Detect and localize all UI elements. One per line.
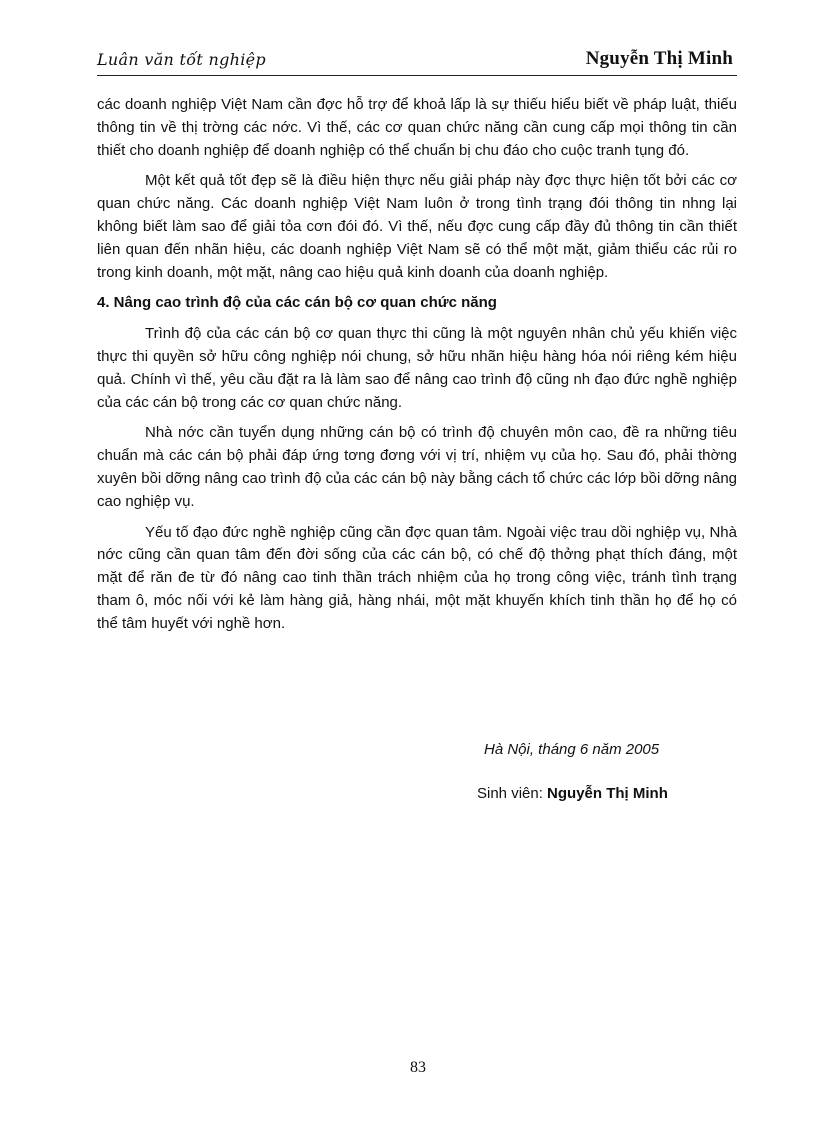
header-author-name: Nguyễn Thị Minh xyxy=(585,48,733,69)
page-header xyxy=(97,46,733,74)
signature-label: Sinh viên: xyxy=(477,785,548,802)
header-divider xyxy=(97,75,737,76)
signature-line xyxy=(477,783,668,805)
paragraph-3: Trình độ của các cán bộ cơ quan thực thi cũng là một nguyên nhân chủ yếu khiến việc thực thi quyền sở hữu công nghiệp nói chung, sở hữu nhãn hiệu hàng hóa nói riêng kém hiệu quả. Chính vì thế, yêu cầu đặt ra là làm sao để nâng cao trình độ cũng nh đạo đức nghề nghiệp của các cán bộ trong các cơ quan chức năng. xyxy=(97,325,737,411)
paragraph-4: Nhà nớc cần tuyển dụng những cán bộ có trình độ chuyên môn cao, đề ra những tiêu chuẩn mà các cán bộ phải đáp ứng tơng đơng với vị trí, nhiệm vụ của họ. Sau đó, phải thờng xuyên bồi dỡng nâng cao trình độ của các cán bộ này bằng cách tổ chức các lớp bồi dỡng nâng cao nghiệp vụ. xyxy=(97,424,737,510)
paragraph-1: các doanh nghiệp Việt Nam cần đợc hỗ trợ để khoả lấp là sự thiếu hiểu biết về pháp luật, thiếu thông tin về thị trờng các nớc. Vì thế, các cơ quan chức năng cần cung cấp mọi thông tin cần thiết cho doanh nghiệp để doanh nghiệp có thể chuẩn bị chu đáo cho cuộc tranh tụng đó. xyxy=(97,96,737,159)
body-text xyxy=(97,94,737,644)
signature-name: Nguyễn Thị Minh xyxy=(547,785,668,802)
header-thesis-title: Luân văn tốt nghiệp xyxy=(97,50,266,69)
section-heading-4: 4. Nâng cao trình độ của các cán bộ cơ quan chức năng xyxy=(97,294,497,312)
place-date: Hà Nội, tháng 6 năm 2005 xyxy=(484,741,660,758)
page-number: 83 xyxy=(410,1059,426,1076)
paragraph-2: Một kết quả tốt đẹp sẽ là điều hiện thực nếu giải pháp này đợc thực hiện tốt bởi các cơ quan chức năng. Các doanh nghiệp Việt Nam luôn ở trong tình trạng đói thông tin nhng lại không biết làm sao để giải tỏa cơn đói đó. Vì thế, nếu đợc cung cấp đầy đủ thông tin cần thiết liên quan đến nhãn hiệu, các doanh nghiệp Việt Nam sẽ có thể một mặt, giảm thiểu các rủi ro trong kinh doanh, một mặt, nâng cao hiệu quả kinh doanh của doanh nghiệp. xyxy=(97,172,737,281)
paragraph-5: Yếu tố đạo đức nghề nghiệp cũng cần đợc quan tâm. Ngoài việc trau dồi nghiệp vụ, Nhà nớc cũng cần quan tâm đến đời sống của các cán bộ, có chế độ thởng phạt thích đáng, một mặt để răn đe từ đó nâng cao tinh thần trách nhiệm của họ trong công việc, tránh tình trạng tham ô, móc nối với kẻ làm hàng giả, hàng nhái, một mặt khuyến khích tinh thần họ để họ có thể tâm huyết với nghề hơn. xyxy=(97,523,737,632)
